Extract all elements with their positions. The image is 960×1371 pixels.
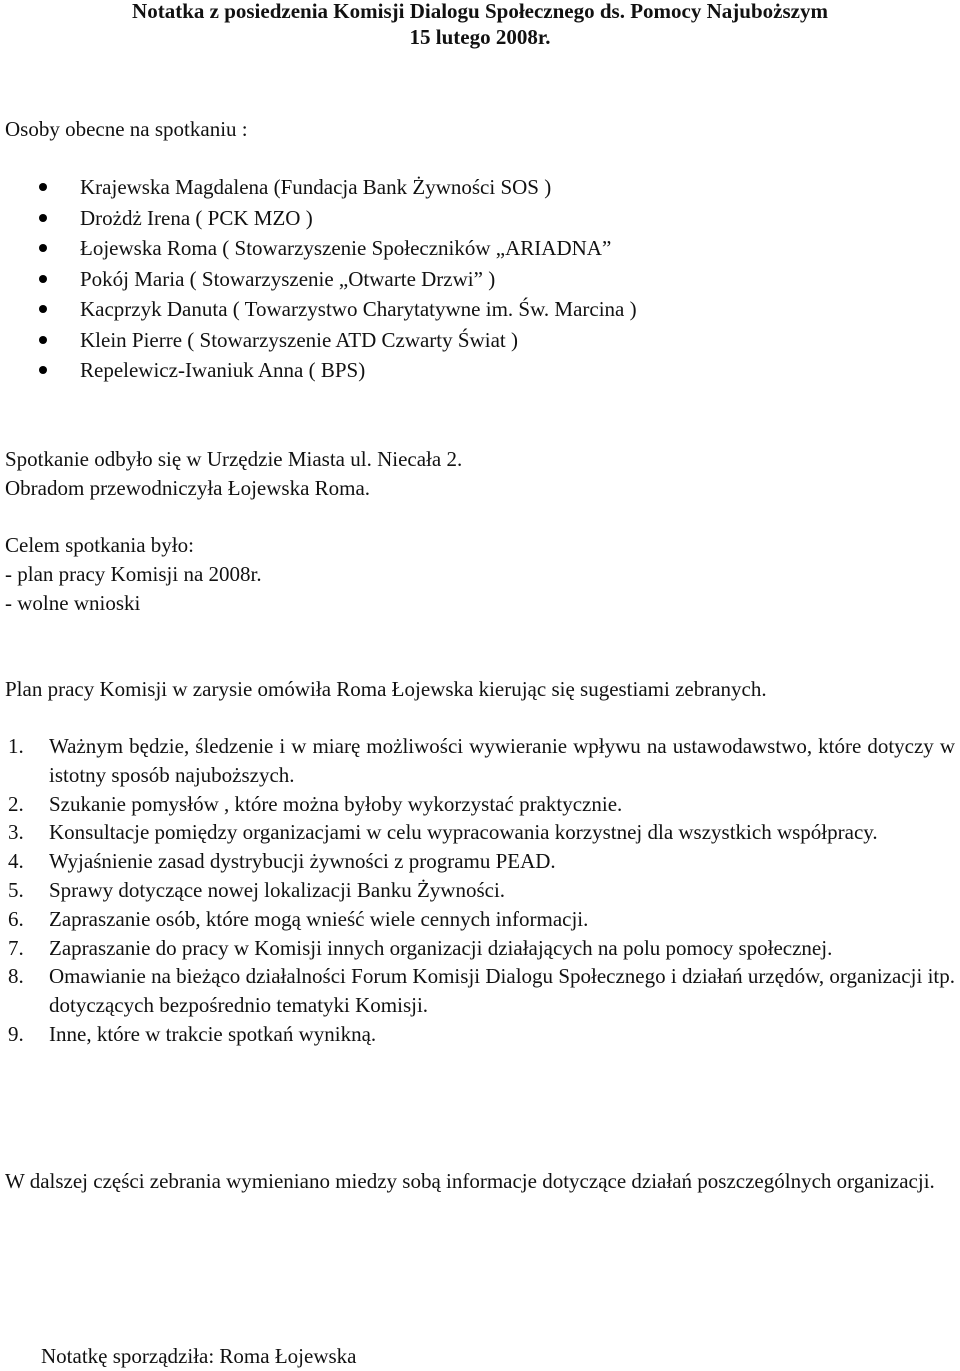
purpose-heading: Celem spotkania było: (5, 533, 194, 557)
list-item (5, 172, 955, 203)
list-item (5, 962, 955, 1020)
item-text: Szukanie pomysłów , które można byłoby wykorzystać praktycznie. (49, 791, 623, 816)
item-number: 1. (8, 734, 24, 758)
meeting-location: Spotkanie odbyło się w Urzędzie Miasta ul. Niecała 2. (5, 447, 463, 471)
bullet-icon (39, 214, 47, 222)
meeting-chair: Obradom przewodniczyła Łojewska Roma. (5, 476, 371, 500)
item-number: 9. (8, 1021, 24, 1046)
plan-section (5, 732, 955, 1049)
title-line-2: 15 lutego 2008r. (409, 25, 551, 49)
item-number: 2. (8, 791, 24, 816)
list-item (5, 818, 955, 847)
attendee-name: Klein Pierre ( Stowarzyszenie ATD Czwarty Świat ) (80, 327, 518, 352)
list-item (5, 264, 955, 295)
attendee-list (5, 172, 955, 386)
list-item (5, 847, 955, 876)
list-item (5, 355, 955, 386)
item-number: 7. (8, 935, 24, 960)
item-number: 6. (8, 906, 24, 931)
attendee-name: Drożdż Irena ( PCK MZO ) (80, 205, 313, 230)
attendee-name: Łojewska Roma ( Stowarzyszenie Społeczników „ARIADNA” (80, 236, 612, 260)
attendee-name: Pokój Maria ( Stowarzyszenie „Otwarte Drzwi” ) (80, 266, 496, 291)
list-item (5, 934, 955, 963)
item-text: Ważnym będzie, śledzenie i w miarę możliwości wywieranie wpływu na ustawodawstwo, które dotyczy w istotny sposób najuboższych. (49, 734, 955, 787)
item-text: Zapraszanie do pracy w Komisji innych organizacji działających na polu pomocy społecznej. (49, 935, 833, 960)
bullet-icon (39, 336, 47, 344)
bullet-icon (39, 183, 47, 191)
list-item (5, 790, 955, 819)
list-item (5, 325, 955, 356)
plan-list (5, 732, 955, 1049)
bullet-icon (39, 275, 47, 283)
bullet-icon (39, 366, 47, 374)
closing-paragraph: W dalszej części zebrania wymieniano miedzy sobą informacje dotyczące działań poszczególnych organizacji. (5, 1169, 935, 1193)
item-number: 8. (8, 964, 24, 989)
attendance-heading: Osoby obecne na spotkaniu : (5, 117, 248, 141)
item-text: Sprawy dotyczące nowej lokalizacji Banku Żywności. (49, 877, 506, 902)
item-number: 4. (8, 849, 24, 874)
list-item (5, 203, 955, 234)
bullet-icon (39, 244, 47, 252)
list-item (5, 732, 955, 790)
signature: Notatkę sporządziła: Roma Łojewska (41, 1344, 357, 1368)
bullet-icon (39, 305, 47, 313)
meeting-info (5, 445, 955, 503)
attendance-section (5, 172, 955, 386)
purpose-item: - wolne wnioski (5, 591, 141, 615)
list-item (5, 876, 955, 905)
item-text: Zapraszanie osób, które mogą wnieść wiele cennych informacji. (49, 906, 589, 931)
document-title (5, 0, 955, 50)
item-number: 5. (8, 877, 24, 902)
list-item (5, 294, 955, 325)
item-text: Inne, które w trakcie spotkań wynikną. (49, 1021, 377, 1046)
attendee-name: Krajewska Magdalena (Fundacja Bank Żywności SOS ) (80, 175, 552, 199)
attendee-name: Kacprzyk Danuta ( Towarzystwo Charytatywne im. Św. Marcina ) (80, 297, 637, 321)
title-line-1: Notatka z posiedzenia Komisji Dialogu Społecznego ds. Pomocy Najuboższym (132, 0, 828, 23)
item-text: Konsultacje pomiędzy organizacjami w celu wypracowania korzystnej dla wszystkich współpracy. (49, 820, 878, 845)
list-item (5, 1020, 955, 1049)
list-item (5, 905, 955, 934)
purpose-item: - plan pracy Komisji na 2008r. (5, 562, 262, 586)
purpose-section (5, 531, 955, 618)
item-text: Wyjaśnienie zasad dystrybucji żywności z programu PEAD. (49, 849, 556, 874)
item-number: 3. (8, 820, 24, 845)
item-text: Omawianie na bieżąco działalności Forum Komisji Dialogu Społecznego i działań urzędów, organizacji itp. dotyczących bezpośrednio tematyki Komisji. (49, 964, 955, 1018)
plan-intro: Plan pracy Komisji w zarysie omówiła Roma Łojewska kierując się sugestiami zebranych. (5, 677, 767, 701)
list-item (5, 233, 955, 264)
attendee-name: Repelewicz-Iwaniuk Anna ( BPS) (80, 358, 366, 382)
